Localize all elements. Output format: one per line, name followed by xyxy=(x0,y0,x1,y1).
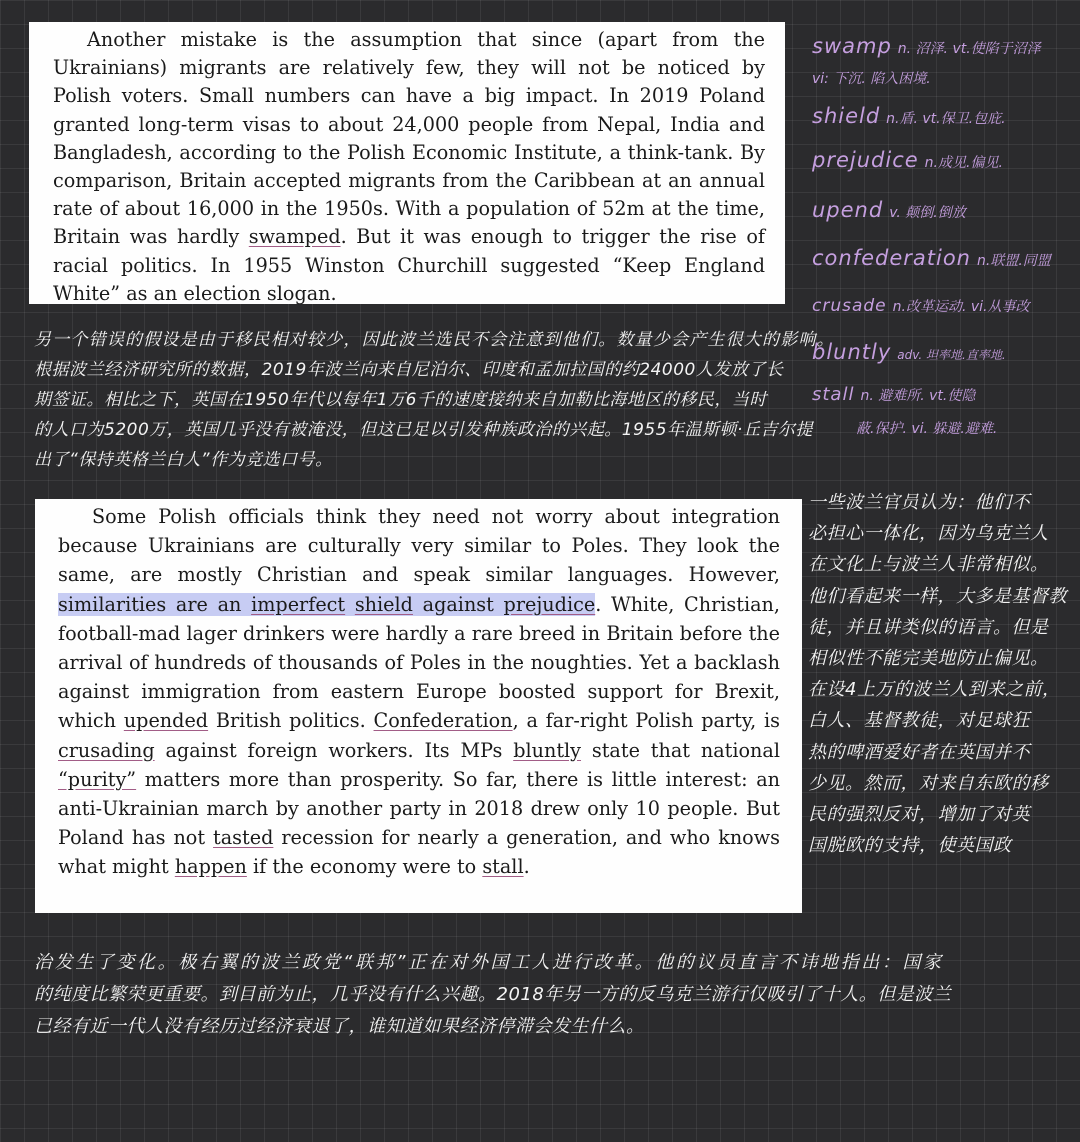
translation-line: 国脱欧的支持，使英国政 xyxy=(808,835,1012,857)
vocab-underline-prejudice: prejudice xyxy=(503,592,596,616)
handwritten-translation-3 xyxy=(34,947,1064,1043)
vocab-underline-happen: happen xyxy=(174,855,247,879)
article-paragraph-2: Some Polish officials think they need not worry about integration because Ukrainians are culturally very similar to Poles. They look the same, are mostly Christian and speak similar languages. However, similarities are an imperfect shield against prejudice. White, Christian, football-mad lager drinkers were hardly a rare breed in Britain before the arrival of hundreds of thousands of Poles in the noughties. Yet a backlash against immigration from eastern Europe boosted support for Brexit, which upended British politics. Confederation, a far-right Polish party, is crusading against foreign workers. Its MPs bluntly state that national “purity” matters more than prosperity. So far, there is little interest: an anti-Ukrainian march by another party in 2018 drew only 10 people. But Poland has not tasted recession for nearly a generation, and who knows what might happen if the economy were to stall. xyxy=(58,505,781,879)
vocab-def-continuation: vi: 下沉. 陷入困境. xyxy=(812,71,931,87)
translation-line: 的纯度比繁荣更重要。到目前为止，几乎没有什么兴趣。2018年另一方的反乌克兰游行仅吸引了十人。但是波兰 xyxy=(34,984,952,1005)
vocab-underline-purity: “purity” xyxy=(58,767,137,791)
translation-line: 的人口为5200万，英国几乎没有被淹没，但这已足以引发种族政治的兴起。1955年温斯顿·丘吉尔提 xyxy=(34,420,813,440)
vocab-underline-tasted: tasted xyxy=(213,826,274,850)
translation-line: 根据波兰经济研究所的数据，2019年波兰向来自尼泊尔、印度和孟加拉国的约24000人发放了长 xyxy=(34,360,784,380)
translation-line: 一些波兰官员认为：他们不 xyxy=(808,492,1030,513)
vocab-entry-shield: shield n.盾. vt.保卫.包庇. xyxy=(812,104,1006,128)
translation-line: 相似性不能完美地防止偏见。 xyxy=(808,648,1049,670)
article-clipping-2 xyxy=(35,499,802,913)
vocab-def-continuation: 蔽.保护. vi. 躲避.避难. xyxy=(856,421,998,437)
handwritten-translation-2 xyxy=(808,487,1078,861)
vocab-underline-shield: shield xyxy=(354,592,413,616)
translation-line: 必担心一体化，因为乌克兰人 xyxy=(808,523,1049,545)
article-paragraph-1: Another mistake is the assumption that since (apart from the Ukrainians) migrants are relatively few, they will not be noticed by Polish voters. Small numbers can have a big impact. In 2019 Poland granted long-term visas to about 24,000 people from Nepal, India and Bangladesh, according to the Polish Economic Institute, a think-tank. By comparison, Britain accepted migrants from the Caribbean at an annual rate of about 16,000 in the 1950s. With a population of 52m at the time, Britain was hardly swamped. But it was enough to trigger the rise of racial politics. In 1955 Winston Churchill suggested “Keep England White” as an election slogan. xyxy=(53,28,765,305)
vocab-underline-bluntly: bluntly xyxy=(513,738,582,762)
translation-line: 热的啤酒爱好者在英国并不 xyxy=(808,741,1030,763)
vocab-entry-crusade: crusade n.改革运动. vi.从事改 xyxy=(812,296,1030,316)
vocab-entry-stall: stall n. 避难所. vt.使隐 xyxy=(812,384,976,405)
translation-line: 在文化上与波兰人非常相似。 xyxy=(808,554,1049,576)
vocab-underline-confederation: Confederation xyxy=(373,709,513,733)
translation-line: 徒，并且讲类似的语言。但是 xyxy=(808,616,1049,638)
translation-line: 出了“保持英格兰白人”作为竞选口号。 xyxy=(34,450,333,470)
handwritten-translation-1 xyxy=(34,325,835,475)
vocab-underline-imperfect: imperfect xyxy=(251,592,346,616)
translation-line: 民的强烈反对，增加了对英 xyxy=(808,804,1030,826)
translation-line: 治发生了变化。极右翼的波兰政党“联邦”正在对外国工人进行改革。他的议员直言不讳地指出：国家 xyxy=(34,952,944,973)
vocab-entry-upend: upend v. 颠倒.倒放 xyxy=(812,198,966,222)
article-clipping-1 xyxy=(29,22,785,304)
vocab-underline-stall: stall xyxy=(482,855,524,879)
vocab-underline-upended: upended xyxy=(123,709,209,733)
vocab-underline-swamped: swamped xyxy=(248,225,341,249)
vocab-entry-prejudice: prejudice n.成见.偏见. xyxy=(812,148,1003,172)
translation-line: 少见。然而，对来自东欧的移 xyxy=(808,772,1049,794)
vocab-entry-confederation: confederation n.联盟.同盟 xyxy=(812,246,1051,270)
translation-line: 他们看起来一样，大多是基督教 xyxy=(808,585,1067,607)
translation-line: 另一个错误的假设是由于移民相对较少，因此波兰选民不会注意到他们。数量少会产生很大的影响。 xyxy=(34,330,835,350)
translation-line: 白人、基督教徒，对足球狂 xyxy=(808,710,1030,732)
vocab-entry-swamp: swamp n. 沼泽. vt.使陷于沼泽 xyxy=(812,34,1041,58)
translation-line: 在设4上万的波兰人到来之前， xyxy=(808,679,1061,701)
vocab-underline-crusading: crusading xyxy=(58,738,155,762)
translation-line: 期签证。相比之下，英国在1950年代以每年1万6千的速度接纳来自加勒比海地区的移民，当时 xyxy=(34,390,767,410)
translation-line: 已经有近一代人没有经历过经济衰退了，谁知道如果经济停滞会发生什么。 xyxy=(34,1016,645,1037)
highlight: similarities are an imperfect shield against prejudice xyxy=(58,592,596,616)
vocab-entry-bluntly: bluntly adv. 坦率地.直率地. xyxy=(812,340,1006,364)
